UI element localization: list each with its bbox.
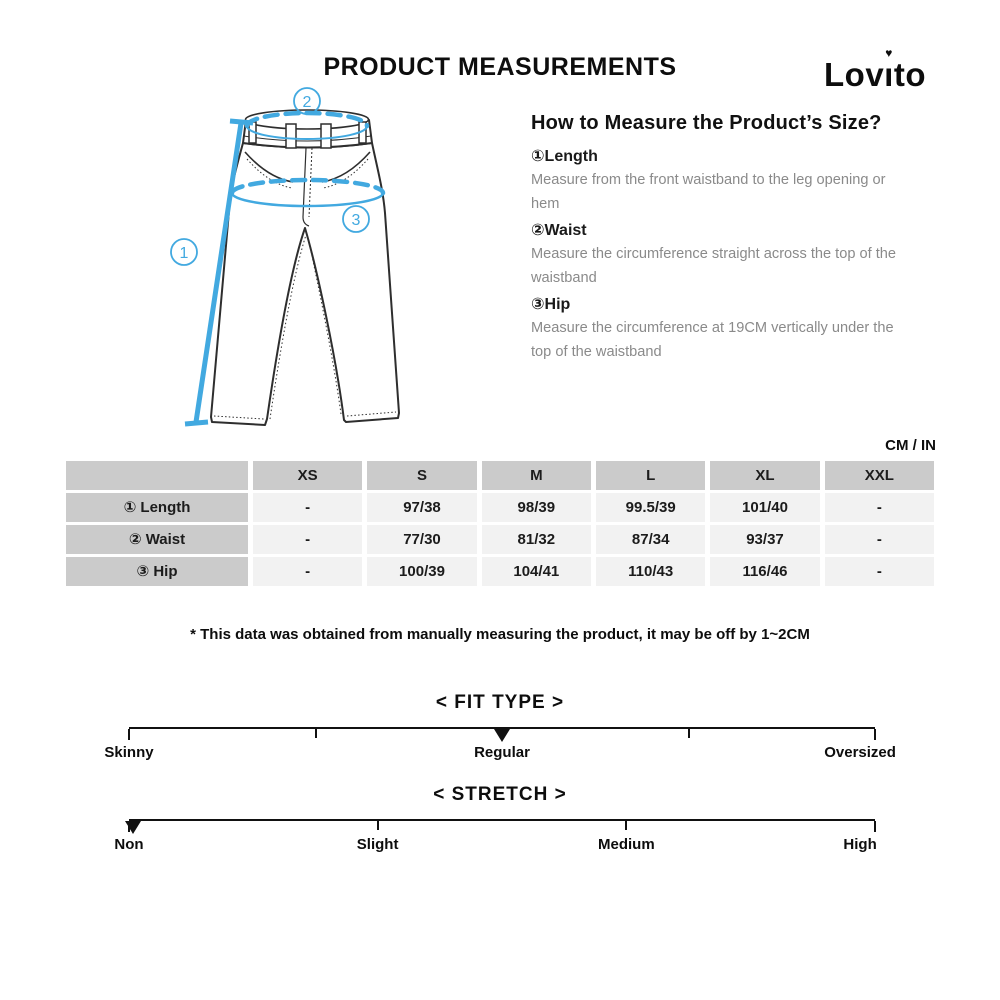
heart-icon: ♥ <box>885 46 893 60</box>
instruction-desc: Measure the circumference at 19CM vertically under the top of the waistband <box>531 320 894 360</box>
table-cell: - <box>825 525 934 554</box>
brand-logo-i: ı ♥ <box>884 46 894 93</box>
size-table <box>66 461 934 586</box>
scale-tick <box>128 729 130 740</box>
how-to-measure-section <box>531 112 903 364</box>
table-cell: 81/32 <box>482 525 591 554</box>
stretch-labels <box>114 836 877 854</box>
fit-type-labels <box>104 744 896 762</box>
disclaimer-text: * This data was obtained from manually measuring the product, it may be off by 1~2CM <box>190 626 810 643</box>
belt-loop <box>286 124 296 148</box>
brand-logo <box>824 46 926 94</box>
callout-1-length: 1 <box>179 245 189 262</box>
table-cell: - <box>825 557 934 586</box>
pants-measurement-diagram <box>150 85 480 445</box>
table-cell: 99.5/39 <box>596 493 705 522</box>
table-cell: 116/46 <box>710 557 819 586</box>
table-cell: 87/34 <box>596 525 705 554</box>
fit-label-oversized: Oversized <box>824 744 896 761</box>
table-cell: 100/39 <box>367 557 476 586</box>
scale-tick <box>874 821 876 832</box>
size-table-header-xxl: XXL <box>825 461 934 490</box>
scale-tick <box>315 729 317 738</box>
table-cell: 104/41 <box>482 557 591 586</box>
table-cell: 97/38 <box>367 493 476 522</box>
page-title: PRODUCT MEASUREMENTS <box>323 53 677 81</box>
scale-tick <box>377 821 379 830</box>
brand-logo-text: Lov <box>824 56 885 93</box>
size-table-header-s: S <box>367 461 476 490</box>
fit-type-marker-icon <box>494 729 510 742</box>
scale-tick <box>625 821 627 830</box>
instruction-desc: Measure from the front waistband to the leg opening or hem <box>531 172 886 212</box>
table-cell: - <box>825 493 934 522</box>
scale-tick <box>688 729 690 738</box>
stretch-title: < STRETCH > <box>433 784 567 805</box>
how-to-measure-heading: How to Measure the Product’s Size? <box>531 112 882 134</box>
instruction-item-length <box>531 145 903 216</box>
instruction-term: ③Hip <box>531 296 571 313</box>
stretch-marker-icon <box>125 821 141 834</box>
instruction-desc: Measure the circumference straight across the top of the waistband <box>531 246 897 286</box>
row-label-hip: ③ Hip <box>66 557 248 586</box>
brand-logo-text-end: to <box>893 56 926 93</box>
fit-label-regular: Regular <box>474 744 530 761</box>
table-cell: - <box>253 493 362 522</box>
callout-2-waist: 2 <box>302 94 312 111</box>
table-cell: 98/39 <box>482 493 591 522</box>
fit-label-skinny: Skinny <box>104 744 154 761</box>
table-cell: 110/43 <box>596 557 705 586</box>
units-label: CM / IN <box>885 437 936 454</box>
instruction-term: ①Length <box>531 148 598 165</box>
size-table-header-l: L <box>596 461 705 490</box>
table-cell: - <box>253 525 362 554</box>
stretch-label-slight: Slight <box>356 836 399 853</box>
stretch-label-medium: Medium <box>598 836 655 853</box>
table-cell: - <box>253 557 362 586</box>
instruction-item-hip <box>531 293 903 364</box>
belt-loop <box>321 124 331 148</box>
instruction-item-waist <box>531 219 903 290</box>
fit-type-scale <box>129 727 875 741</box>
size-table-header-xl: XL <box>710 461 819 490</box>
instruction-term: ②Waist <box>531 222 587 239</box>
fit-type-title: < FIT TYPE > <box>435 692 565 713</box>
table-cell: 77/30 <box>367 525 476 554</box>
size-table-header-m: M <box>482 461 591 490</box>
scale-tick <box>874 729 876 740</box>
row-label-waist: ② Waist <box>66 525 248 554</box>
size-table-header-empty <box>66 461 248 490</box>
table-cell: 101/40 <box>710 493 819 522</box>
stretch-label-non: Non <box>114 836 144 853</box>
row-label-length: ① Length <box>66 493 248 522</box>
table-cell: 93/37 <box>710 525 819 554</box>
callout-3-hip: 3 <box>351 212 361 229</box>
stretch-label-high: High <box>843 836 877 853</box>
stretch-scale <box>129 819 875 833</box>
size-table-header-xs: XS <box>253 461 362 490</box>
